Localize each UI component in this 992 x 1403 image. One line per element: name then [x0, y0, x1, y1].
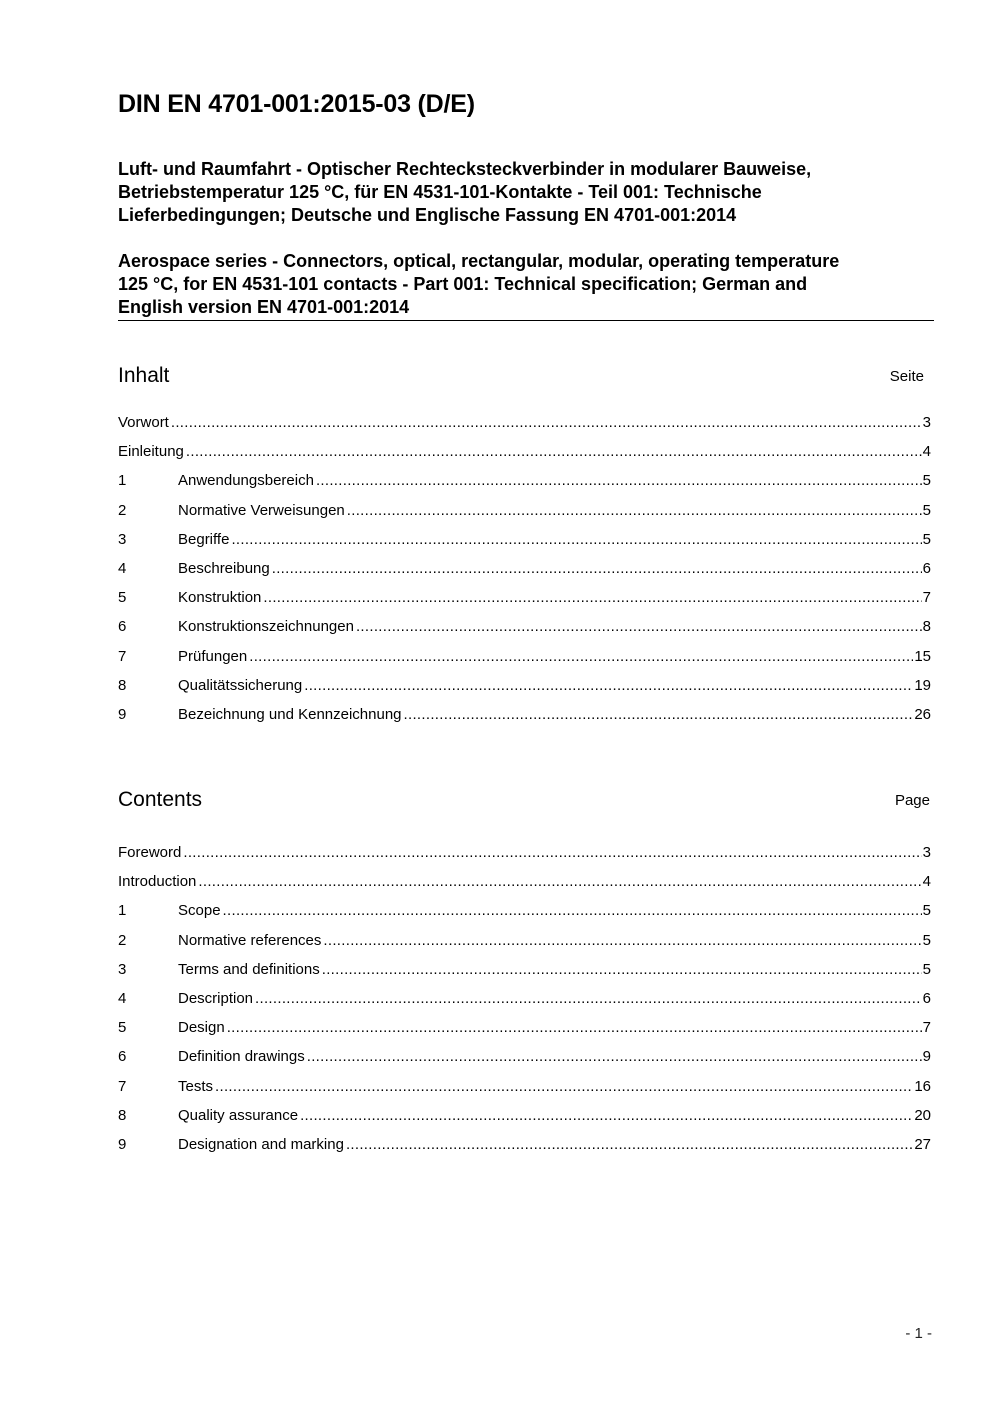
toc-entry-page: 3 [922, 414, 931, 431]
toc-entry-label[interactable]: Foreword [118, 844, 182, 861]
title-english-line: Aerospace series - Connectors, optical, rectangular, modular, operating temperature [118, 251, 840, 271]
toc-entry[interactable] [118, 502, 931, 531]
title-german-line: Lieferbedingungen; Deutsche und Englische Fassung EN 4701-001:2014 [118, 205, 737, 225]
toc-entry-leader-dots [304, 677, 913, 695]
toc-german-header [118, 358, 930, 388]
toc-entry-label[interactable]: Description [178, 989, 254, 1007]
toc-entry[interactable] [118, 990, 931, 1019]
toc-entry-label[interactable]: Quality assurance [178, 1106, 299, 1124]
title-german [118, 158, 934, 227]
toc-entry[interactable] [118, 844, 931, 873]
toc-english-header [118, 782, 930, 812]
toc-entry-page: 7 [922, 1019, 931, 1037]
toc-entry-leader-dots [227, 1019, 922, 1037]
toc-entry-leader-dots [215, 1078, 913, 1096]
toc-entry[interactable] [118, 618, 931, 647]
toc-entry-number: 8 [118, 676, 127, 694]
toc-entry-number: 8 [118, 1106, 127, 1124]
toc-entry-label[interactable]: Einleitung [118, 443, 184, 461]
toc-entry-page: 6 [922, 559, 931, 577]
toc-entry-number: 3 [118, 530, 127, 548]
toc-entry-leader-dots [322, 961, 922, 979]
toc-entry-label[interactable]: Vorwort [118, 414, 169, 431]
toc-entry-leader-dots [186, 443, 922, 461]
toc-entry-leader-dots [404, 706, 914, 724]
toc-entry-label[interactable]: Tests [178, 1077, 214, 1095]
toc-entry-number: 6 [118, 1048, 127, 1066]
toc-german [118, 414, 931, 735]
toc-entry-number: 2 [118, 501, 127, 519]
toc-entry-page: 5 [922, 931, 931, 949]
toc-entry[interactable] [118, 414, 931, 443]
toc-entry-label[interactable]: Definition drawings [178, 1048, 305, 1066]
toc-entry-number: 4 [118, 559, 127, 577]
toc-entry-page: 5 [922, 501, 931, 519]
title-english [118, 250, 934, 319]
toc-entry[interactable] [118, 961, 931, 990]
toc-entry-page: 9 [922, 1048, 931, 1066]
toc-entry-number: 2 [118, 931, 127, 949]
toc-german-page-label: Seite [889, 368, 924, 385]
toc-entry[interactable] [118, 932, 931, 961]
toc-entry-label[interactable]: Introduction [118, 873, 197, 891]
toc-entry[interactable] [118, 472, 931, 501]
toc-entry-page: 20 [914, 1106, 931, 1124]
toc-english-heading: Contents [118, 788, 203, 811]
toc-entry-page: 4 [922, 443, 931, 461]
toc-entry[interactable] [118, 902, 931, 931]
toc-english-page-label: Page [894, 792, 930, 809]
toc-entry[interactable] [118, 873, 931, 902]
toc-entry-leader-dots [263, 589, 921, 607]
toc-entry-number: 5 [118, 589, 127, 607]
toc-entry[interactable] [118, 443, 931, 472]
toc-entry-number: 1 [118, 902, 127, 920]
title-english-line: English version EN 4701-001:2014 [118, 297, 410, 317]
toc-entry[interactable] [118, 1019, 931, 1048]
toc-entry-leader-dots [346, 1136, 913, 1154]
toc-entry-leader-dots [272, 560, 922, 578]
toc-entry-page: 5 [922, 472, 931, 490]
toc-entry-number: 7 [118, 1077, 127, 1095]
toc-entry[interactable] [118, 648, 931, 677]
toc-entry-label[interactable]: Anwendungsbereich [178, 472, 314, 490]
toc-entry-page: 15 [914, 647, 931, 665]
toc-entry-page: 8 [922, 618, 931, 636]
toc-entry-label[interactable]: Begriffe [178, 530, 230, 548]
toc-entry-label[interactable]: Scope [178, 902, 221, 920]
toc-entry-label[interactable]: Qualitätssicherung [178, 676, 303, 694]
toc-entry-page: 3 [922, 844, 931, 861]
page-number: - 1 - [905, 1325, 932, 1342]
toc-entry-number: 5 [118, 1019, 127, 1037]
toc-entry-label[interactable]: Designation and marking [178, 1135, 344, 1153]
toc-entry-label[interactable]: Prüfungen [178, 647, 248, 665]
title-german-line: Luft- und Raumfahrt - Optischer Rechtecksteckverbinder in modularer Bauweise, [118, 159, 812, 179]
toc-german-heading: Inhalt [118, 364, 170, 387]
document-id: DIN EN 4701-001:2015-03 (D/E) [118, 90, 475, 118]
toc-entry[interactable] [118, 677, 931, 706]
toc-entry-page: 19 [914, 676, 931, 694]
toc-entry[interactable] [118, 1107, 931, 1136]
toc-entry-leader-dots [300, 1107, 913, 1125]
toc-entry-page: 5 [922, 960, 931, 978]
toc-entry-number: 9 [118, 1135, 127, 1153]
toc-entry-leader-dots [316, 472, 922, 490]
title-english-line: 125 °C, for EN 4531-101 contacts - Part 001: Technical specification; German and [118, 274, 808, 294]
toc-entry[interactable] [118, 1136, 931, 1165]
toc-entry-page: 4 [922, 873, 931, 891]
toc-entry[interactable] [118, 706, 931, 735]
toc-entry-number: 9 [118, 705, 127, 723]
toc-entry-leader-dots [171, 414, 922, 432]
toc-entry-number: 1 [118, 472, 127, 490]
toc-entry[interactable] [118, 531, 931, 560]
toc-entry-number: 4 [118, 989, 127, 1007]
toc-entry-page: 16 [914, 1077, 931, 1095]
toc-entry-page: 6 [922, 989, 931, 1007]
toc-entry-label[interactable]: Bezeichnung und Kennzeichnung [178, 705, 402, 723]
toc-entry[interactable] [118, 1078, 931, 1107]
toc-entry-leader-dots [198, 873, 921, 891]
toc-entry-leader-dots [255, 990, 922, 1008]
toc-entry[interactable] [118, 560, 931, 589]
toc-entry-leader-dots [307, 1048, 922, 1066]
toc-entry-label[interactable]: Konstruktionszeichnungen [178, 618, 354, 636]
toc-entry-label[interactable]: Normative references [178, 931, 322, 949]
toc-entry-page: 26 [914, 705, 931, 723]
title-german-line: Betriebstemperatur 125 °C, für EN 4531-101-Kontakte - Teil 001: Technische [118, 182, 762, 202]
toc-entry[interactable] [118, 1048, 931, 1077]
toc-entry-page: 5 [922, 530, 931, 548]
toc-entry-leader-dots [356, 618, 922, 636]
toc-entry-leader-dots [183, 844, 921, 862]
toc-entry-label[interactable]: Normative Verweisungen [178, 501, 345, 519]
toc-entry-number: 6 [118, 618, 127, 636]
toc-entry-leader-dots [223, 902, 922, 920]
toc-entry-leader-dots [231, 531, 921, 549]
toc-entry-label[interactable]: Konstruktion [178, 589, 262, 607]
toc-entry[interactable] [118, 589, 931, 618]
toc-entry-page: 27 [914, 1135, 931, 1153]
toc-entry-label[interactable]: Design [178, 1019, 225, 1037]
toc-entry-number: 7 [118, 647, 127, 665]
toc-entry-label[interactable]: Terms and definitions [178, 960, 320, 978]
toc-entry-leader-dots [249, 648, 913, 666]
toc-entry-leader-dots [323, 932, 921, 950]
toc-entry-page: 7 [922, 589, 931, 607]
toc-entry-number: 3 [118, 960, 127, 978]
toc-entry-page: 5 [922, 902, 931, 920]
title-divider [118, 320, 934, 321]
toc-english [118, 844, 931, 1165]
toc-entry-label[interactable]: Beschreibung [178, 559, 270, 577]
toc-entry-leader-dots [347, 502, 922, 520]
